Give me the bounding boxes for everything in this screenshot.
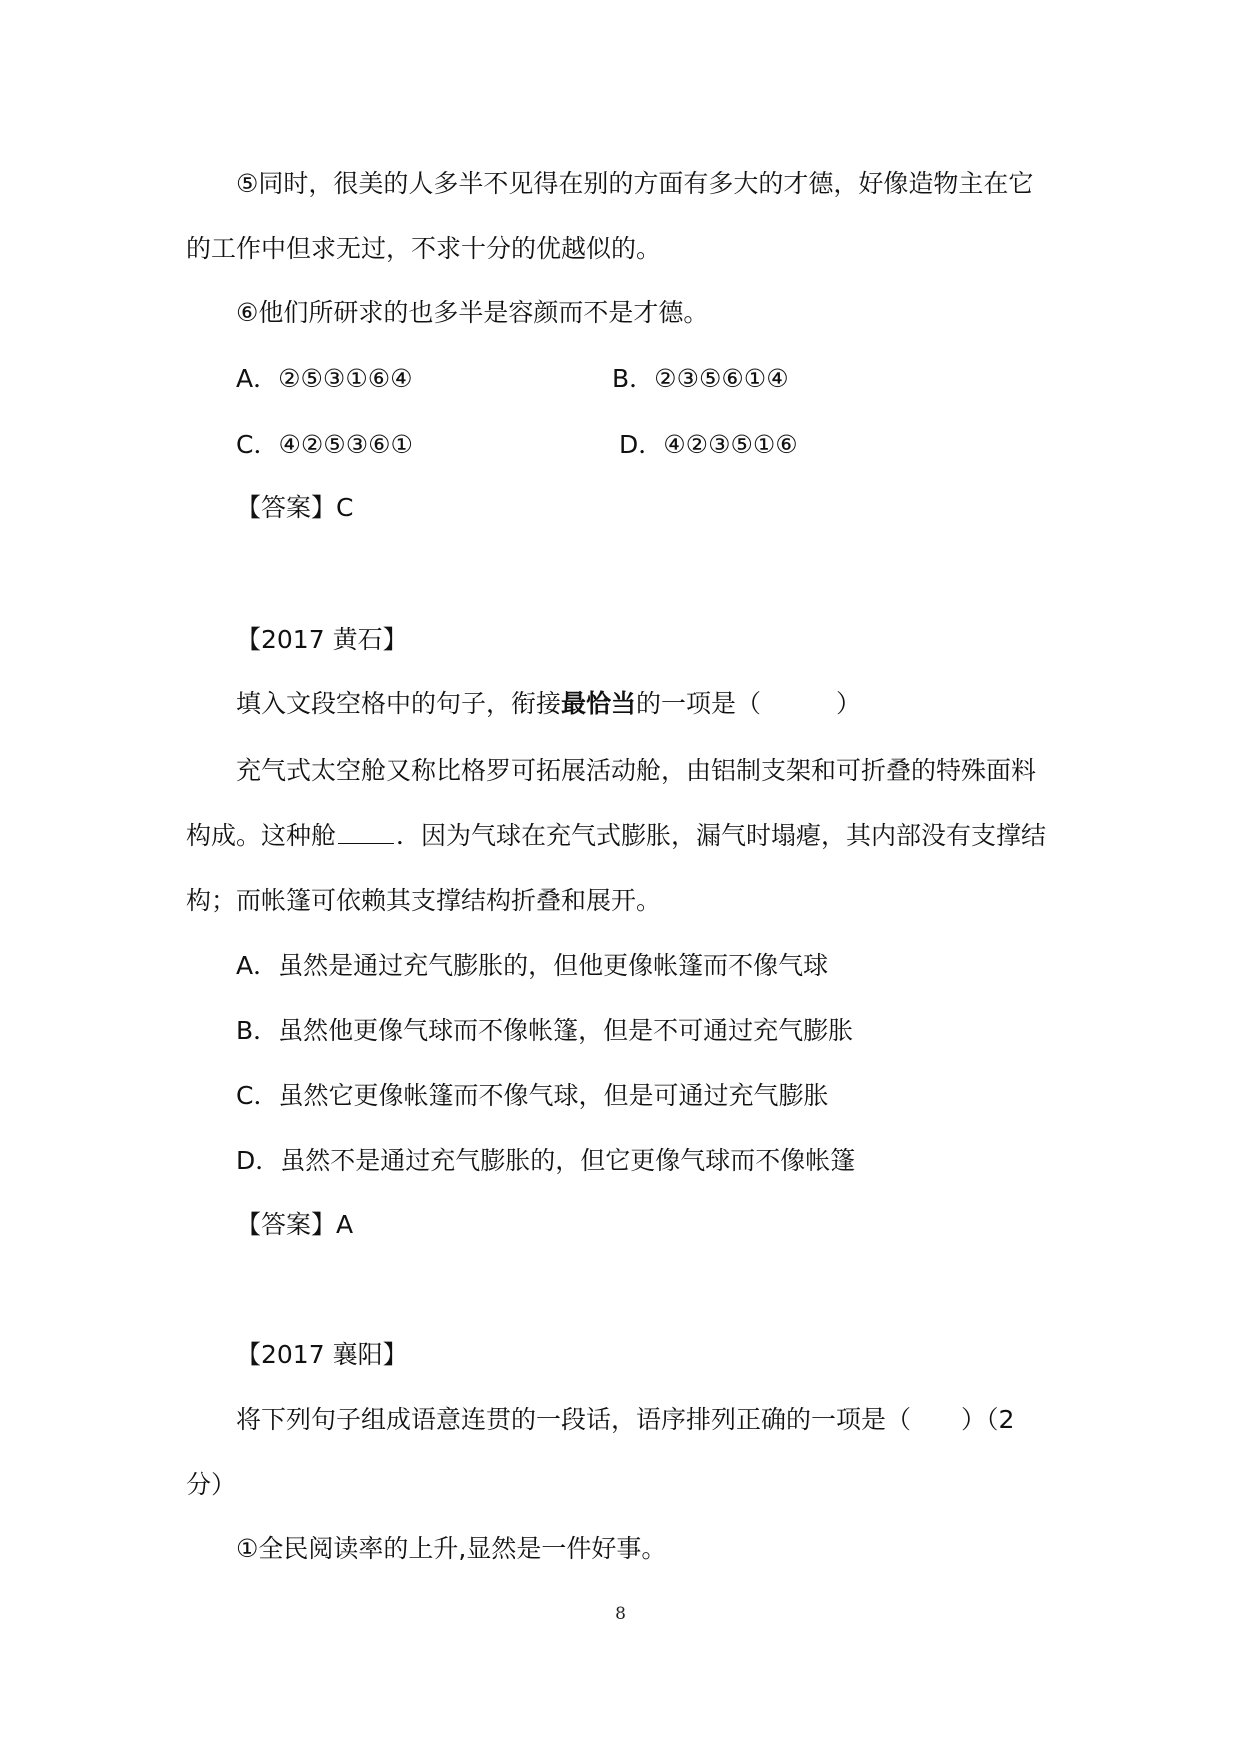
prompt-text-end: 的一项是（ ） <box>636 689 862 718</box>
sentence-5-line-2: 的工作中但求无过，不求十分的优越似的。 <box>186 234 662 263</box>
passage-line-3: 构；而帐篷可依赖其支撑结构折叠和展开。 <box>186 886 662 915</box>
passage-line-2 <box>186 819 1046 853</box>
section-header-huangshi: 【2017 黄石】 <box>236 625 408 654</box>
passage-line-1: 充气式太空舱又称比格罗可拓展活动舱，由铝制支架和可折叠的特殊面料 <box>236 756 1037 785</box>
answer: 【答案】A <box>236 1210 354 1239</box>
question-prompt-xiangyang-line-2: 分） <box>186 1470 237 1499</box>
answer: 【答案】C <box>236 493 354 522</box>
option-c: C．④②⑤③⑥① <box>236 430 413 459</box>
sentence-6: ⑥他们所研求的也多半是容颜而不是才德。 <box>236 298 709 327</box>
option-a: A．②⑤③①⑥④ <box>236 364 413 393</box>
fill-blank <box>338 821 394 844</box>
section-header-xiangyang: 【2017 襄阳】 <box>236 1340 408 1369</box>
sentence-1: ①全民阅读率的上升,显然是一件好事。 <box>236 1534 667 1563</box>
prompt-emphasis: 最恰当 <box>561 689 637 718</box>
option-a: A．虽然是通过充气膨胀的，但他更像帐篷而不像气球 <box>236 951 829 980</box>
question-prompt-xiangyang-line-1: 将下列句子组成语意连贯的一段话，语序排列正确的一项是（ ）（2 <box>236 1405 1015 1434</box>
option-b: B．虽然他更像气球而不像帐篷，但是不可通过充气膨胀 <box>236 1016 854 1045</box>
option-c: C．虽然它更像帐篷而不像气球，但是可通过充气膨胀 <box>236 1081 829 1110</box>
passage-text-end: ．因为气球在充气式膨胀，漏气时塌瘪，其内部没有支撑结 <box>396 821 1047 850</box>
page-number: 8 <box>615 1604 626 1624</box>
sentence-5-line-1: ⑤同时，很美的人多半不见得在别的方面有多大的才德，好像造物主在它 <box>236 169 1034 198</box>
prompt-text: 填入文段空格中的句子，衔接 <box>236 689 562 718</box>
option-d: D．虽然不是通过充气膨胀的，但它更像气球而不像帐篷 <box>236 1146 856 1175</box>
option-b: B．②③⑤⑥①④ <box>612 364 789 393</box>
option-d: D．④②③⑤①⑥ <box>619 430 798 459</box>
question-prompt-huangshi <box>236 687 861 721</box>
passage-text: 构成。这种舱 <box>186 821 337 850</box>
